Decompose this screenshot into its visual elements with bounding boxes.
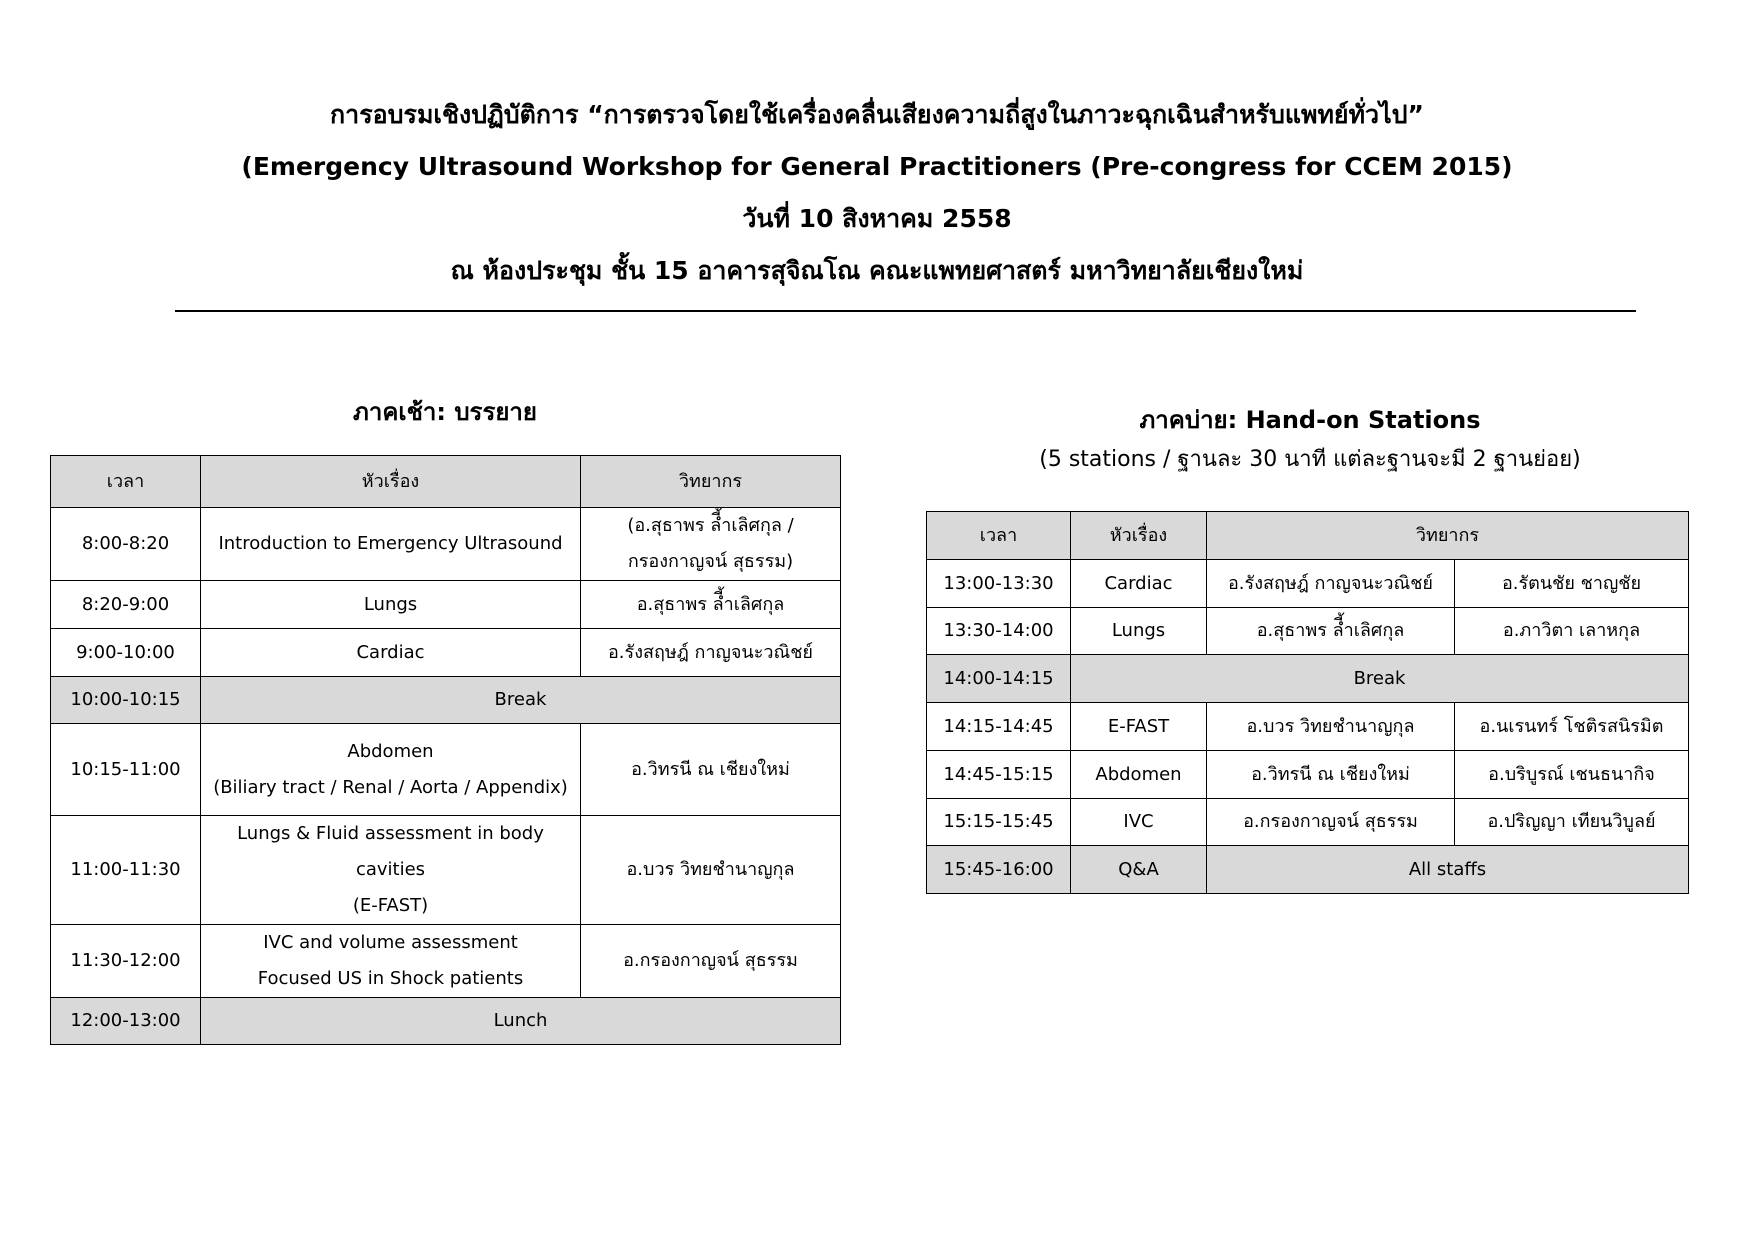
topic-line: cavities	[355, 859, 426, 880]
table-row-break	[51, 677, 841, 724]
time-cell: 13:00-13:30	[927, 560, 1071, 608]
table-row	[51, 816, 841, 925]
topic-cell: E-FAST	[1071, 703, 1207, 751]
table-row	[927, 608, 1689, 655]
topic-cell: Cardiac	[1071, 560, 1207, 608]
time-cell: 8:20-9:00	[51, 581, 201, 629]
topic-cell: Lungs	[1071, 608, 1207, 655]
speaker-cell: อ.บวร วิทยชำนาญกุล	[1207, 703, 1455, 751]
speaker-cell: อ.ภาวิตา เลาหกุล	[1455, 608, 1689, 655]
topic-line: (Biliary tract / Renal / Aorta / Appendix)	[213, 776, 568, 798]
speaker-cell: อ.กรองกาญจน์ สุธรรม	[1207, 799, 1455, 846]
morning-title: ภาคเช้า: บรรยาย	[353, 398, 537, 426]
afternoon-subtitle: (5 stations / ฐานละ 30 นาที แต่ละฐานจะมี 2 ฐานย่อย)	[1039, 447, 1581, 472]
topic-cell	[201, 925, 581, 998]
header-date: วันที่ 10 สิงหาคม 2558	[742, 204, 1012, 233]
topic-line: (E-FAST)	[352, 895, 429, 916]
col-header-speaker: วิทยากร	[1207, 512, 1689, 560]
speaker-cell: อ.นเรนทร์ โชติรสนิรมิต	[1455, 703, 1689, 751]
speaker-cell: อ.กรองกาญจน์ สุธรรม	[581, 925, 841, 998]
col-header-topic: หัวเรื่อง	[1071, 512, 1207, 560]
speaker-cell: อ.รังสฤษฎ์ กาญจนะวณิชย์	[1207, 560, 1455, 608]
speaker-cell: อ.ปริญญา เทียนวิบูลย์	[1455, 799, 1689, 846]
header-title-english: (Emergency Ultrasound Workshop for General Practitioners (Pre-congress for CCEM 2015)	[241, 152, 1513, 181]
time-cell: 8:00-8:20	[51, 508, 201, 581]
afternoon-title: ภาคบ่าย: Hand-on Stations	[1139, 406, 1481, 434]
col-header-speaker: วิทยากร	[581, 456, 841, 508]
time-cell: 14:00-14:15	[927, 655, 1071, 703]
speaker-line: (อ.สุธาพร ลี้ำเลิศกุล /	[627, 515, 794, 536]
topic-cell: Lungs	[201, 581, 581, 629]
speaker-cell: อ.วิทรนี ณ เชียงใหม่	[581, 724, 841, 816]
time-cell: 11:30-12:00	[51, 925, 201, 998]
topic-cell: Introduction to Emergency Ultrasound	[201, 508, 581, 581]
time-cell: 13:30-14:00	[927, 608, 1071, 655]
morning-schedule-table	[50, 455, 841, 1045]
table-row-qa	[927, 846, 1689, 894]
speaker-cell: อ.สุธาพร ลี้ำเลิศกุล	[581, 581, 841, 629]
speaker-cell: อ.รังสฤษฎ์ กาญจนะวณิชย์	[581, 629, 841, 677]
topic-cell: Q&A	[1071, 846, 1207, 894]
break-cell: Break	[201, 677, 841, 724]
table-row-lunch	[51, 998, 841, 1045]
speaker-cell: อ.สุธาพร ลี้ำเลิศกุล	[1207, 608, 1455, 655]
table-row	[927, 751, 1689, 799]
topic-line: Abdomen	[347, 740, 434, 762]
topic-line: Focused US in Shock patients	[257, 968, 524, 989]
all-staffs-cell: All staffs	[1207, 846, 1689, 894]
table-row	[51, 581, 841, 629]
time-cell: 10:00-10:15	[51, 677, 201, 724]
time-cell: 14:15-14:45	[927, 703, 1071, 751]
lunch-cell: Lunch	[201, 998, 841, 1045]
header-venue: ณ ห้องประชุม ชั้น 15 อาคารสุจิณโณ คณะแพทยศาสตร์ มหาวิทยาลัยเชียงใหม่	[450, 256, 1304, 285]
table-row	[51, 629, 841, 677]
time-cell: 15:45-16:00	[927, 846, 1071, 894]
speaker-cell: อ.วิทรนี ณ เชียงใหม่	[1207, 751, 1455, 799]
break-cell: Break	[1071, 655, 1689, 703]
col-header-time: เวลา	[927, 512, 1071, 560]
table-header-row	[51, 456, 841, 508]
afternoon-schedule-table	[926, 511, 1689, 894]
speaker-cell: อ.บวร วิทยชำนาญกุล	[581, 816, 841, 925]
speaker-cell: อ.บริบูรณ์ เชนธนากิจ	[1455, 751, 1689, 799]
table-row	[927, 703, 1689, 751]
table-header-row	[927, 512, 1689, 560]
table-row	[927, 560, 1689, 608]
topic-cell: Cardiac	[201, 629, 581, 677]
table-row	[927, 799, 1689, 846]
speaker-cell	[581, 508, 841, 581]
topic-cell: IVC	[1071, 799, 1207, 846]
time-cell: 9:00-10:00	[51, 629, 201, 677]
document-header	[0, 100, 1754, 308]
time-cell: 15:15-15:45	[927, 799, 1071, 846]
topic-cell	[201, 816, 581, 925]
header-title-thai: การอบรมเชิงปฏิบัติการ “การตรวจโดยใช้เครื่องคลื่นเสียงความถี่สูงในภาวะฉุกเฉินสำหรับแพทย์ทั่วไป”	[330, 100, 1424, 129]
topic-cell	[201, 724, 581, 816]
topic-line: Lungs & Fluid assessment in body	[237, 823, 544, 844]
col-header-topic: หัวเรื่อง	[201, 456, 581, 508]
table-row	[51, 724, 841, 816]
time-cell: 10:15-11:00	[51, 724, 201, 816]
table-row-break	[927, 655, 1689, 703]
header-divider	[175, 310, 1636, 312]
col-header-time: เวลา	[51, 456, 201, 508]
time-cell: 11:00-11:30	[51, 816, 201, 925]
time-cell: 12:00-13:00	[51, 998, 201, 1045]
table-row	[51, 925, 841, 998]
table-row	[51, 508, 841, 581]
topic-line: IVC and volume assessment	[263, 932, 518, 953]
speaker-cell: อ.รัตนชัย ชาญชัย	[1455, 560, 1689, 608]
topic-cell: Abdomen	[1071, 751, 1207, 799]
speaker-line: กรองกาญจน์ สุธรรม)	[627, 551, 794, 572]
time-cell: 14:45-15:15	[927, 751, 1071, 799]
